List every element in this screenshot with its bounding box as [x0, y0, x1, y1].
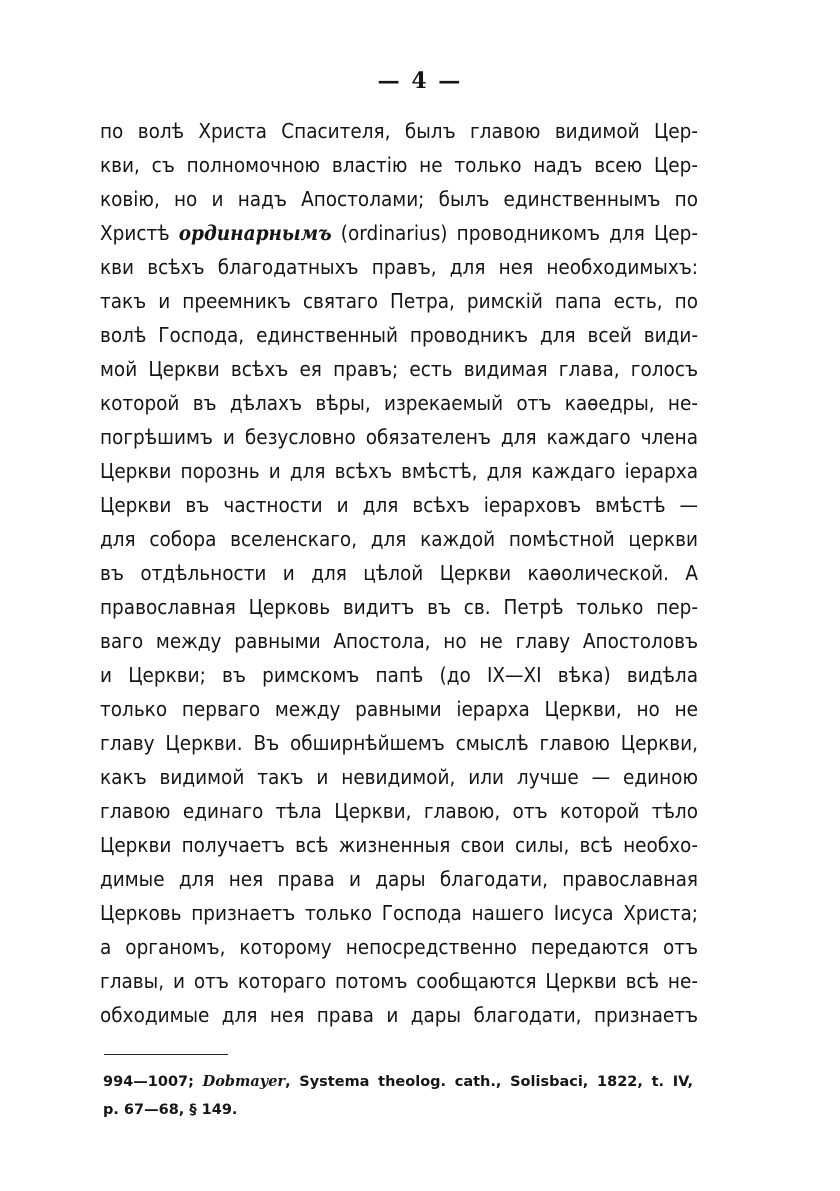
body-line: для собора вселенскаго, для каждой помѣстной церкви	[100, 527, 698, 551]
body-line: кви, съ полномочною властію не только надъ всею Цер-	[100, 153, 698, 177]
page-number: — 4 —	[377, 68, 463, 94]
body-line: по волѣ Христа Спасителя, былъ главою видимой Цер-	[100, 119, 698, 143]
footnote-line: p. 67—68, § 149.	[103, 1102, 238, 1118]
emphasized-term: ординарнымъ	[178, 221, 332, 245]
body-line: только перваго между равными іерарха Церкви, но не	[100, 697, 698, 721]
body-line: Христѣ ординарнымъ (ordinarius) проводникомъ для Цер-	[100, 221, 698, 245]
body-line: обходимые для нея права и дары благодати, признаетъ	[100, 1003, 698, 1027]
body-line: такъ и преемникъ святаго Петра, римскій папа есть, по	[100, 289, 698, 313]
body-line: главою единаго тѣла Церкви, главою, отъ которой тѣло	[100, 799, 698, 823]
body-line: димые для нея права и дары благодати, православная	[100, 867, 698, 891]
footnote-author: Dobmayer	[202, 1073, 286, 1090]
body-line: православная Церковь видитъ въ св. Петрѣ только пер-	[100, 595, 698, 619]
body-line: ковію, но и надъ Апостолами; былъ единственнымъ по	[100, 187, 698, 211]
body-line: ваго между равными Апостола, но не главу Апостоловъ	[100, 629, 698, 653]
footnote-divider	[104, 1054, 228, 1055]
body-line: главы, и отъ котораго потомъ сообщаются Церкви всѣ не-	[100, 969, 698, 993]
body-line: Церкви порознь и для всѣхъ вмѣстѣ, для каждаго іерарха	[100, 459, 698, 483]
body-line: кви всѣхъ благодатныхъ правъ, для нея необходимыхъ:	[100, 255, 698, 279]
body-line: а органомъ, которому непосредственно передаются отъ	[100, 935, 698, 959]
body-line: въ отдѣльности и для цѣлой Церкви каѳолической. А	[100, 561, 698, 585]
body-line: какъ видимой такъ и невидимой, или лучше — единою	[100, 765, 698, 789]
footnote	[103, 1068, 693, 1124]
footnote-line: 994—1007; Dobmayer, Systema theolog. cath., Solisbaci, 1822, t. IV,	[103, 1073, 693, 1090]
body-line: мой Церкви всѣхъ ея правъ; есть видимая глава, голосъ	[100, 357, 698, 381]
body-line: главу Церкви. Въ обширнѣйшемъ смыслѣ главою Церкви,	[100, 731, 698, 755]
body-text	[100, 114, 698, 1032]
body-line: Церкви получаетъ всѣ жизненныя свои силы, всѣ необхо-	[100, 833, 698, 857]
body-line: Церковь признаетъ только Господа нашего Іисуса Христа;	[100, 901, 698, 925]
body-line: и Церкви; въ римскомъ папѣ (до IX—XI вѣка) видѣла	[100, 663, 698, 687]
body-line: Церкви въ частности и для всѣхъ іерарховъ вмѣстѣ —	[100, 493, 698, 517]
body-line: волѣ Господа, единственный проводникъ для всей види-	[100, 323, 698, 347]
body-line: которой въ дѣлахъ вѣры, изрекаемый отъ каѳедры, не-	[100, 391, 698, 415]
body-line: погрѣшимъ и безусловно обязателенъ для каждаго члена	[100, 425, 698, 449]
